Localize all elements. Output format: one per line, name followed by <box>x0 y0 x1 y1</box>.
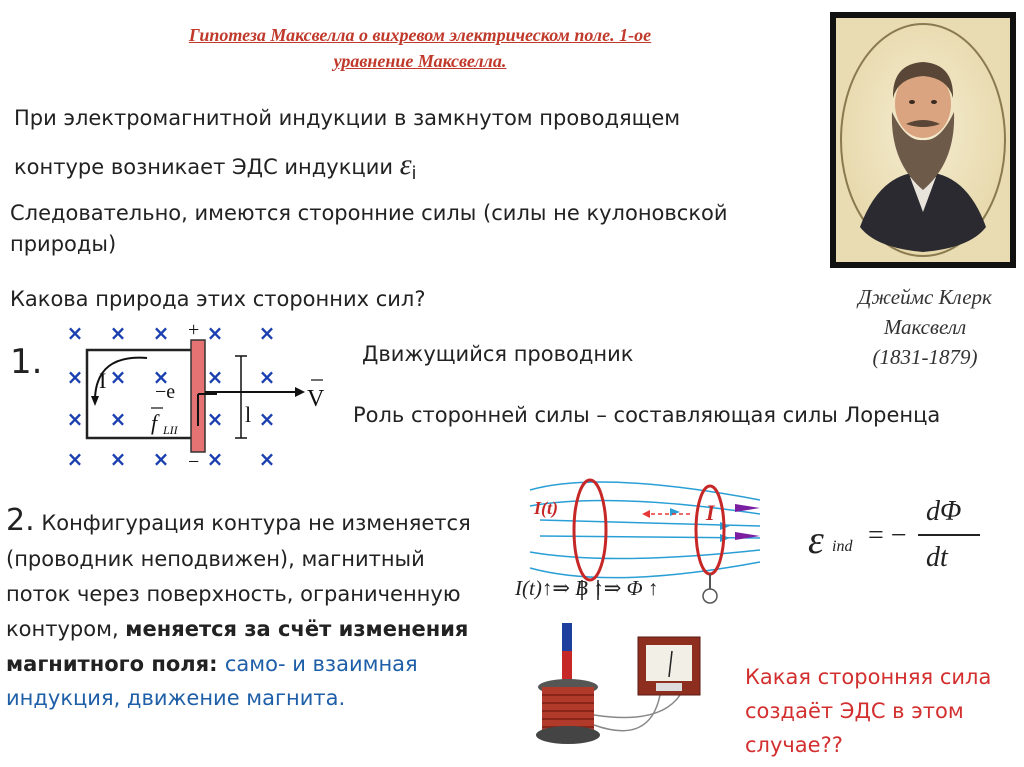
field-cross: × <box>258 321 276 345</box>
formula-emf: ε <box>808 517 824 562</box>
field-cross: × <box>66 365 84 389</box>
field-cross: × <box>206 321 224 345</box>
title-line-1: Гипотеза Максвелла о вихревом электрическом поле. 1-ое <box>188 25 652 45</box>
portrait-image <box>830 12 1016 268</box>
force-label: f <box>151 410 158 435</box>
case-2-line-5 <box>6 650 418 678</box>
red-question-line-2: создаёт ЭДС в этом <box>745 699 964 723</box>
caption-line-1: Джеймс Клерк <box>858 285 992 309</box>
case-2-text-4a: контуром, <box>6 617 126 641</box>
consequence-line-1: Следовательно, имеются сторонние силы (силы не кулоновской <box>10 201 728 225</box>
magnet-coil-apparatus <box>520 615 735 765</box>
field-cross: × <box>66 407 84 431</box>
case-2-line-6: индукция, движение магнита. <box>6 686 346 710</box>
coil-current-label: I(t) <box>534 498 558 518</box>
field-cross: × <box>206 365 224 389</box>
plus-sign: + <box>188 319 200 341</box>
red-question-line-1: Какая сторонняя сила <box>745 665 992 689</box>
emf-symbol: ε <box>399 148 412 181</box>
case-2-text-5b: само- и взаимная <box>224 652 418 676</box>
field-cross: × <box>109 407 127 431</box>
case-2-line-1 <box>6 503 471 538</box>
portrait-caption <box>820 282 1024 372</box>
consequence-line-2: природы) <box>10 232 117 256</box>
case-1-number: 1. <box>10 342 43 382</box>
formula-sub: ind <box>832 538 853 555</box>
caption-line-3: (1831-1879) <box>872 345 978 369</box>
moving-conductor-text: Движущийся проводник <box>362 342 634 366</box>
question-text: Какова природа этих сторонних сил? <box>10 287 426 311</box>
field-cross: × <box>206 407 224 431</box>
case-2-line-2: (проводник неподвижен), магнитный <box>6 547 425 571</box>
field-cross: × <box>66 321 84 345</box>
formula-denominator: dt <box>926 542 948 573</box>
maxwell-portrait <box>830 12 1016 268</box>
field-cross: × <box>66 447 84 471</box>
field-cross: × <box>258 447 276 471</box>
red-question <box>745 660 991 762</box>
case-2-text-5a: магнитного поля: <box>6 652 225 676</box>
intro-line-1: При электромагнитной индукции в замкнутом проводящем <box>14 106 681 130</box>
case-2-text-1: Конфигурация контура не изменяется <box>41 511 471 535</box>
ring-current-label: I <box>706 500 715 525</box>
velocity-label: V <box>307 386 325 412</box>
formula-numerator: dΦ <box>926 496 962 527</box>
field-cross: × <box>206 447 224 471</box>
force-subscript: LII <box>163 423 178 437</box>
magnet-north <box>562 623 572 651</box>
intro-line-2-text: контуре возникает ЭДС индукции <box>14 155 394 179</box>
field-cross: × <box>109 447 127 471</box>
case-2-line-4 <box>6 615 468 643</box>
emf-formula <box>808 496 1008 580</box>
case-2-text-4b: меняется за счёт изменения <box>125 617 469 641</box>
caption-line-2: Максвелл <box>883 315 967 339</box>
flux-chain: I(t)↑⇒ B ↑⇒ Φ ↑ <box>515 576 659 600</box>
field-cross: × <box>152 447 170 471</box>
minus-sign: − <box>188 451 200 473</box>
moving-conductor-diagram <box>55 318 345 478</box>
current-label: I <box>99 368 107 393</box>
case-2-line-3: поток через поверхность, ограниченную <box>6 582 461 606</box>
formula-equals: = − <box>868 520 907 551</box>
emf-subscript: i <box>411 163 417 185</box>
primary-coil <box>574 480 606 580</box>
fraction-bar <box>918 534 980 536</box>
slide-title <box>60 22 780 74</box>
circuit-rails <box>87 350 195 438</box>
field-cross: × <box>258 365 276 389</box>
length-label: l <box>245 402 252 427</box>
field-cross: × <box>152 365 170 389</box>
intro-line-2 <box>14 148 417 188</box>
field-cross: × <box>109 365 127 389</box>
red-question-line-3: случае?? <box>745 733 843 757</box>
electron-label: −e <box>155 381 176 403</box>
lorentz-role-text: Роль сторонней силы – составляющая силы Лоренца <box>353 403 941 427</box>
title-line-2: уравнение Максвелла. <box>333 51 507 71</box>
field-cross: × <box>152 321 170 345</box>
field-cross: × <box>109 321 127 345</box>
field-cross: × <box>258 407 276 431</box>
case-2-number: 2. <box>6 503 35 538</box>
